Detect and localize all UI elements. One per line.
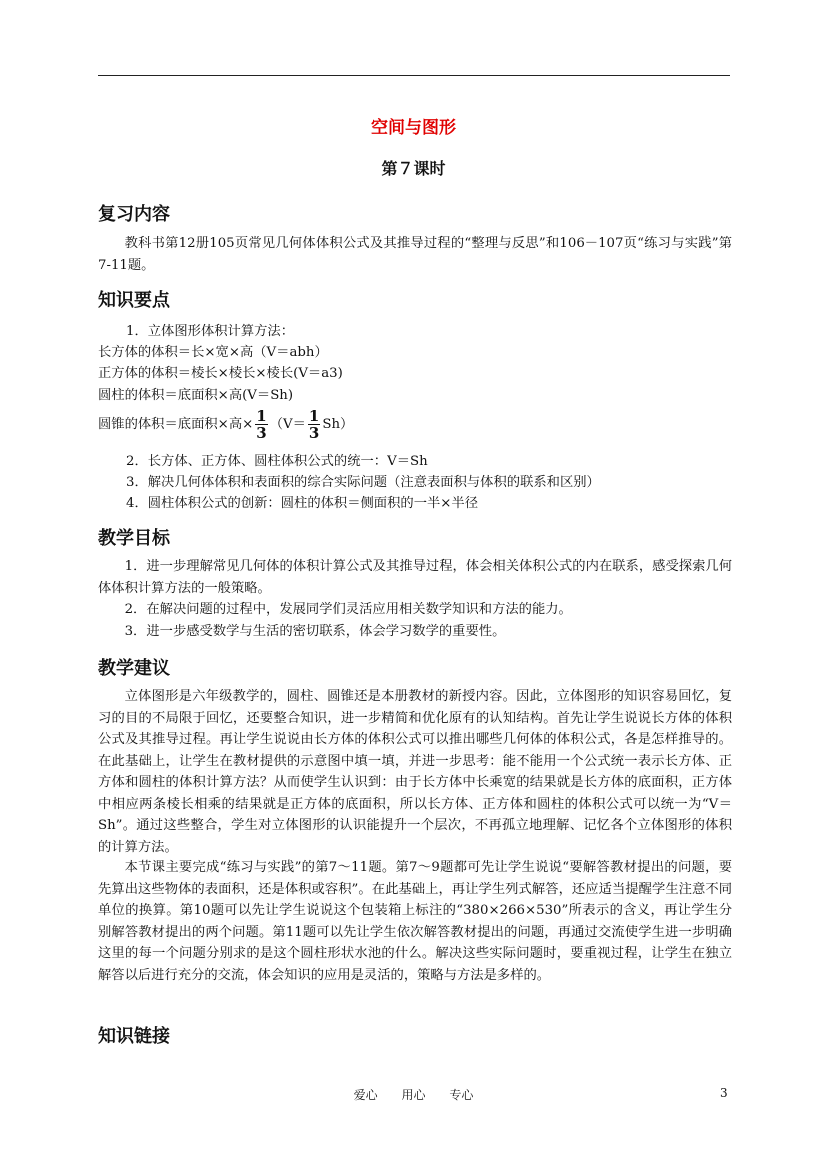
cone-prefix: 圆锥的体积＝底面积×高× bbox=[98, 417, 254, 432]
page-number: 3 bbox=[720, 1086, 728, 1100]
footer-item: 专心 bbox=[449, 1088, 474, 1102]
goal-item: 2．在解决问题的过程中，发展同学们灵活应用相关数学知识和方法的能力。 bbox=[124, 602, 572, 617]
footer-item: 爱心 bbox=[353, 1088, 378, 1102]
advice-paragraph: 本节课主要完成“练习与实践”的第7～11题。第7～9题都可先让学生说说“要解答教材提出的问题，要先算出这些物体的表面积，还是体积或容积”。在此基础上，再让学生列式解答，还应适当提醒学生注意不同单位的换算。第10题可以先让学生说说这个包装箱上标注的“380×266×530”所表示的含义，再让学生分别解答教材提出的两个问题。第11题可以先让学生依次解答教材提出的问题，再通过交流使学生进一步明确这里的每一个问题分别求的是这个圆柱形状水池的什么。解决这些实际问题时，要重视过程，让学生在独立解答以后进行充分的交流，体会知识的应用是灵活的，策略与方法是多样的。 bbox=[98, 860, 732, 983]
cone-mid: （V＝ bbox=[269, 417, 306, 432]
knowledge-line: 1．立体图形体积计算方法： bbox=[126, 324, 295, 339]
knowledge-line: 圆柱的体积＝底面积×高(V＝Sh) bbox=[98, 388, 294, 403]
heading-goals: 教学目标 bbox=[98, 528, 170, 549]
goal-item: 3．进一步感受数学与生活的密切联系，体会学习数学的重要性。 bbox=[124, 624, 506, 639]
lesson-title: 第７课时 bbox=[381, 159, 446, 178]
footer bbox=[0, 1086, 827, 1103]
review-text: 教科书第12册105页常见几何体体积公式及其推导过程的“整理与反思”和106－107页“练习与实践”第7-11题。 bbox=[98, 236, 732, 273]
heading-links: 知识链接 bbox=[98, 1026, 170, 1047]
advice-paragraph: 立体图形是六年级教学的，圆柱、圆锥还是本册教材的新授内容。因此，立体图形的知识容易回忆，复习的目的不局限于回忆，还要整合知识，进一步精简和优化原有的认知结构。首先让学生说说长方体的体积公式及其推导过程。再让学生说说由长方体的体积公式可以推出哪些几何体的体积公式，各是怎样推导的。在此基础上，让学生在教材提供的示意图中填一填，并进一步思考：能不能用一个公式统一表示长方体、正方体和圆柱的体积计算方法？从而使学生认识到：由于长方体中长乘宽的结果就是长方体的底面积，正方体中相应两条棱长相乘的结果就是正方体的底面积，所以长方体、正方体和圆柱的体积公式可以统一为“V＝Sh”。通过这些整合，学生对立体图形的认识能提升一个层次，不再孤立地理解、记忆各个立体图形的体积的计算方法。 bbox=[98, 689, 732, 855]
footer-item: 用心 bbox=[401, 1088, 426, 1102]
cone-suffix: Sh） bbox=[322, 417, 354, 432]
heading-knowledge: 知识要点 bbox=[98, 290, 170, 311]
fraction-one-third: $\frac{1}{3}$ bbox=[308, 407, 320, 442]
knowledge-line: 长方体的体积＝长×宽×高（V＝abh） bbox=[98, 345, 328, 360]
knowledge-line: 2．长方体、正方体、圆柱体积公式的统一：V＝Sh bbox=[126, 454, 428, 469]
page-title: 空间与图形 bbox=[371, 118, 456, 138]
heading-review: 复习内容 bbox=[98, 204, 170, 225]
header-rule bbox=[98, 75, 730, 76]
cone-formula bbox=[98, 408, 353, 441]
goal-item: 1．进一步理解常见几何体的体积计算公式及其推导过程，体会相关体积公式的内在联系，感受探索几何体体积计算方法的一般策略。 bbox=[98, 559, 732, 596]
knowledge-line: 4．圆柱体积公式的创新：圆柱的体积＝侧面积的一半×半径 bbox=[126, 496, 479, 511]
knowledge-line: 正方体的体积＝棱长×棱长×棱长(V＝a3) bbox=[98, 366, 343, 381]
fraction-one-third: $\frac{1}{3}$ bbox=[256, 407, 267, 442]
heading-advice: 教学建议 bbox=[98, 658, 170, 679]
knowledge-line: 3．解决几何体体积和表面积的综合实际问题（注意表面积与体积的联系和区别） bbox=[126, 475, 600, 490]
